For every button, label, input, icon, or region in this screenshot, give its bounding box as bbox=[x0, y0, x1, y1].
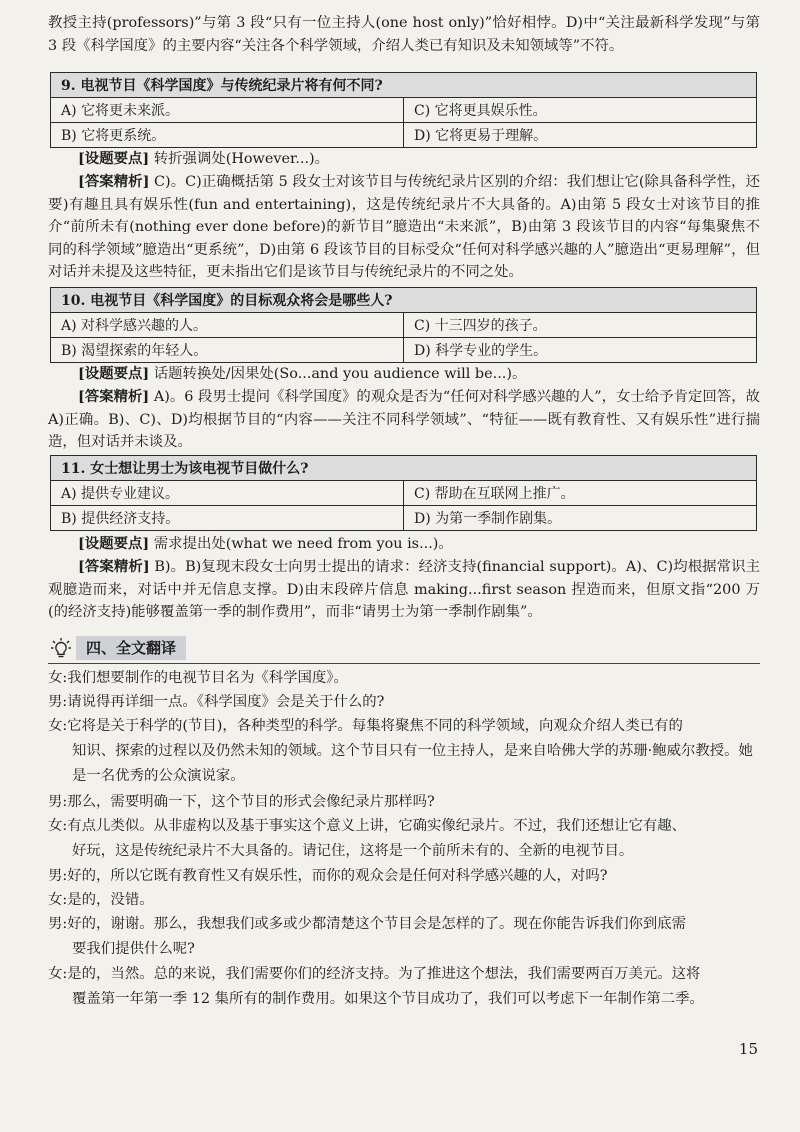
answer-tag: [答案精析] bbox=[78, 388, 150, 405]
question-9-option-b: B) 它将更系统。 bbox=[51, 123, 404, 148]
point-tag: [设题要点] bbox=[78, 150, 150, 167]
lightbulb-icon bbox=[50, 637, 72, 663]
dialogue-text: 那么，需要明确一下，这个节目的形式会像纪录片那样吗? bbox=[67, 794, 435, 810]
speaker-label: 男: bbox=[48, 916, 68, 932]
question-11-point bbox=[48, 533, 760, 556]
answer-text: A)。6 段男士提问《科学国度》的观众是否为“任何对科学感兴趣的人”，女士给予肯定回答，故 A)正确。B)、C)、D)均根据节目的“内容——关注不同科学领域”、“特征——既有教育性、又有娱乐性”进行揣造，但对话并未谈及。 bbox=[48, 389, 760, 450]
point-tag: [设题要点] bbox=[78, 365, 150, 382]
question-10-option-a: A) 对科学感兴趣的人。 bbox=[51, 313, 404, 338]
question-11-option-a: A) 提供专业建议。 bbox=[51, 481, 404, 506]
speaker-label: 女: bbox=[48, 818, 68, 834]
dialogue-continuation: 知识、探索的过程以及仍然未知的领域。这个节目只有一位主持人，是来自哈佛大学的苏珊·鲍威尔教授。她是一名优秀的公众演说家。 bbox=[72, 743, 753, 784]
dialogue-line-7 bbox=[48, 888, 760, 913]
dialogue-line-9 bbox=[48, 962, 760, 1012]
section-header bbox=[48, 636, 760, 660]
answer-tag: [答案精析] bbox=[78, 173, 150, 190]
dialogue-line-5 bbox=[48, 814, 760, 864]
dialogue-text: 有点儿类似。从非虚构以及基于事实这个意义上讲，它确实像纪录片。不过，我们还想让它有趣、 bbox=[67, 818, 687, 834]
section-title: 四、全文翻译 bbox=[76, 636, 186, 660]
question-9-option-a: A) 它将更未来派。 bbox=[51, 98, 404, 123]
dialogue-line-6 bbox=[48, 864, 760, 889]
question-11-option-b: B) 提供经济支持。 bbox=[51, 506, 404, 531]
speaker-label: 男: bbox=[48, 868, 68, 884]
question-11-table bbox=[50, 455, 757, 531]
question-10-answer bbox=[48, 386, 760, 454]
dialogue-text: 是的，当然。总的来说，我们需要你们的经济支持。为了推进这个想法，我们需要两百万美元。这将 bbox=[67, 966, 701, 982]
dialogue-text: 请说得再详细一点。《科学国度》会是关于什么的? bbox=[67, 694, 385, 710]
question-10-point bbox=[48, 363, 760, 386]
dialogue-text: 是的，没错。 bbox=[67, 892, 154, 908]
point-text: 需求提出处(what we need from you is...)。 bbox=[153, 536, 453, 552]
section-divider bbox=[48, 663, 760, 664]
question-9-answer bbox=[48, 171, 760, 284]
speaker-label: 女: bbox=[48, 670, 68, 686]
question-10-option-b: B) 渴望探索的年轻人。 bbox=[51, 338, 404, 363]
question-9-table bbox=[50, 72, 757, 148]
question-10-option-c: C) 十三四岁的孩子。 bbox=[404, 313, 757, 338]
question-10-option-d: D) 科学专业的学生。 bbox=[404, 338, 757, 363]
question-11-title: 11. 女士想让男士为该电视节目做什么? bbox=[51, 456, 757, 481]
dialogue-line-4 bbox=[48, 790, 760, 815]
question-11-option-c: C) 帮助在互联网上推广。 bbox=[404, 481, 757, 506]
page-number: 15 bbox=[738, 1040, 758, 1058]
question-10-title: 10. 电视节目《科学国度》的目标观众将会是哪些人? bbox=[51, 288, 757, 313]
dialogue-text: 它将是关于科学的(节目)，各种类型的科学。每集将聚焦不同的科学领域，向观众介绍人类已有的 bbox=[67, 718, 683, 734]
question-11-answer bbox=[48, 556, 760, 624]
point-text: 话题转换处/因果处(So...and you audience will be...)。 bbox=[153, 366, 527, 382]
question-9-option-d: D) 它将更易于理解。 bbox=[404, 123, 757, 148]
speaker-label: 女: bbox=[48, 966, 68, 982]
intro-paragraph: 教授主持(professors)”与第 3 段“只有一位主持人(one host only)”恰好相悖。D)中“关注最新科学发现”与第 3 段《科学国度》的主要内容“关注各个科学领域，介绍人类已有知识及未知领域等”不符。 bbox=[48, 15, 760, 54]
answer-tag: [答案精析] bbox=[78, 558, 150, 575]
point-tag: [设题要点] bbox=[78, 535, 150, 552]
question-9-title: 9. 电视节目《科学国度》与传统纪录片将有何不同? bbox=[51, 73, 757, 98]
answer-text: B)。B)复现末段女士向男士提出的请求：经济支持(financial support)。A)、C)均根据常识主观臆造而来，对话中并无信息支撑。D)由末段碎片信息 making...first season 捏造而来，但原文指“200 万(的经济支持)能够覆盖第一季的制作费用”，而非“请男士为第一季制作剧集”。 bbox=[48, 559, 761, 620]
question-11-option-d: D) 为第一季制作剧集。 bbox=[404, 506, 757, 531]
dialogue-line-2 bbox=[48, 690, 760, 715]
dialogue-line-8 bbox=[48, 912, 760, 962]
dialogue-text: 好的，所以它既有教育性又有娱乐性，而你的观众会是任何对科学感兴趣的人，对吗? bbox=[67, 868, 608, 884]
dialogue-text: 我们想要制作的电视节目名为《科学国度》。 bbox=[67, 670, 348, 686]
dialogue-continuation: 覆盖第一年第一季 12 集所有的制作费用。如果这个节目成功了，我们可以考虑下一年制作第二季。 bbox=[72, 991, 704, 1007]
speaker-label: 男: bbox=[48, 694, 68, 710]
dialogue-continuation: 好玩，这是传统纪录片不大具备的。请记住，这将是一个前所未有的、全新的电视节目。 bbox=[72, 843, 634, 859]
dialogue-continuation: 要我们提供什么呢? bbox=[72, 941, 195, 957]
dialogue-line-1 bbox=[48, 666, 760, 691]
question-9-point bbox=[48, 148, 760, 171]
dialogue-text: 好的，谢谢。那么，我想我们或多或少都清楚这个节目会是怎样的了。现在你能告诉我们你到底需 bbox=[67, 916, 687, 932]
speaker-label: 男: bbox=[48, 794, 68, 810]
speaker-label: 女: bbox=[48, 892, 68, 908]
question-10-table bbox=[50, 287, 757, 363]
dialogue-line-3 bbox=[48, 714, 760, 789]
speaker-label: 女: bbox=[48, 718, 68, 734]
point-text: 转折强调处(However...)。 bbox=[153, 151, 330, 167]
answer-text: C)。C)正确概括第 5 段女士对该节目与传统纪录片区别的介绍：我们想让它(除具备科学性，还要)有趣且具有娱乐性(fun and entertaining)，这是传统纪录片不大具备的。A)由第 5 段女士对该节目的推介“前所未有(nothing ever done before)的新节目”臆造出“未来派”，B)由第 3 段该节目的内容“每集聚焦不同的科学领域”臆造出“更系统”，D)由第 6 段该节目的目标受众“任何对科学感兴趣的人”臆造出“更易理解”，但对话并未提及这些特征，更未指出它们是该节目与传统纪录片的不同之处。 bbox=[48, 174, 760, 280]
question-9-option-c: C) 它将更具娱乐性。 bbox=[404, 98, 757, 123]
